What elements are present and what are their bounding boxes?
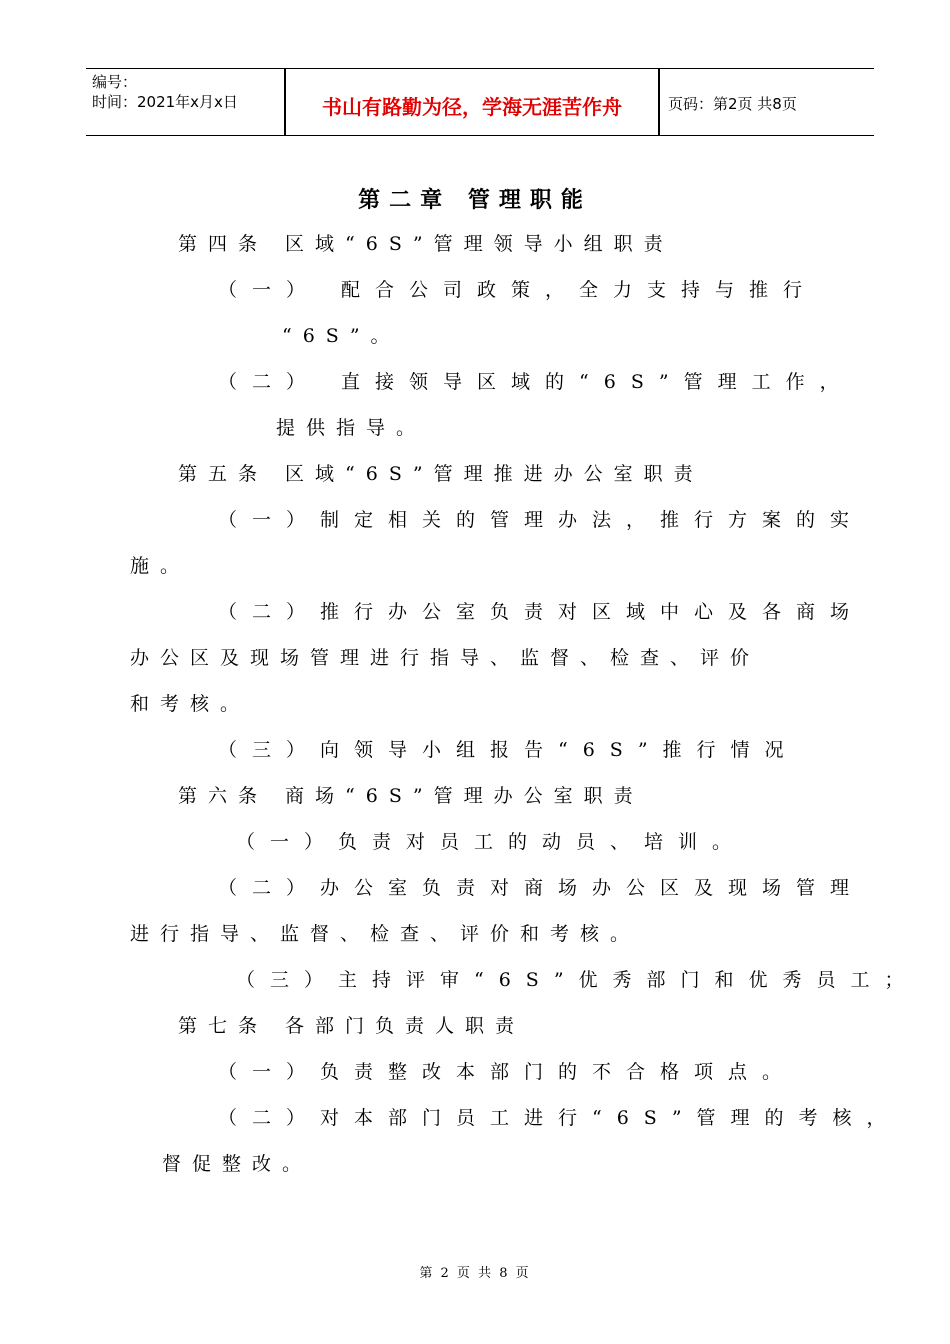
body-line: （一） 配合公司政策，全力支持与推行 <box>218 279 818 301</box>
body-line: （一）负责整改本部门的不合格项点。 <box>218 1061 797 1083</box>
article-heading: 第五条 区域“6S”管理推进办公室职责 <box>178 463 704 485</box>
body-line: “6S”。 <box>282 325 401 347</box>
body-line: 办公区及现场管理进行指导、监督、检查、评价 <box>130 647 761 669</box>
header-motto: 书山有路勤为径，学海无涯苦作舟 <box>322 95 622 119</box>
header-divider <box>658 69 660 135</box>
body-line: （二）对本部门员工进行“6S”管理的考核， <box>218 1107 901 1129</box>
page-footer: 第 2 页 共 8 页 <box>419 1266 531 1281</box>
body-line: 施。 <box>130 555 191 577</box>
body-line: （二）办公室负责对商场办公区及现场管理 <box>218 877 865 899</box>
chapter-title: 第二章 管理职能 <box>358 188 592 213</box>
body-line: （二）推行办公室负责对区域中心及各商场 <box>218 601 865 623</box>
body-line: （三）主持评审“6S”优秀部门和优秀员工； <box>236 969 919 991</box>
header-page-label: 页码：第2页 共8页 <box>668 95 797 113</box>
body-line: 进行指导、监督、检查、评价和考核。 <box>130 923 641 945</box>
body-line: 督促整改。 <box>162 1153 313 1175</box>
article-heading: 第六条 商场“6S”管理办公室职责 <box>178 785 644 807</box>
body-line: （三）向领导小组报告“6S”推行情况 <box>218 739 799 761</box>
body-line: （一）负责对员工的动员、培训。 <box>236 831 747 853</box>
body-line: 和考核。 <box>130 693 251 715</box>
body-line: 提供指导。 <box>276 417 427 439</box>
article-heading: 第四条 区域“6S”管理领导小组职责 <box>178 233 674 255</box>
body-line: （一）制定相关的管理办法，推行方案的实 <box>218 509 865 531</box>
document-number-label: 编号： <box>92 73 138 91</box>
document-time-label: 时间：2021年x月x日 <box>92 93 238 111</box>
body-line: （二） 直接领导区域的“6S”管理工作， <box>218 371 854 393</box>
document-header <box>86 68 874 136</box>
article-heading: 第七条 各部门负责人职责 <box>178 1015 526 1037</box>
